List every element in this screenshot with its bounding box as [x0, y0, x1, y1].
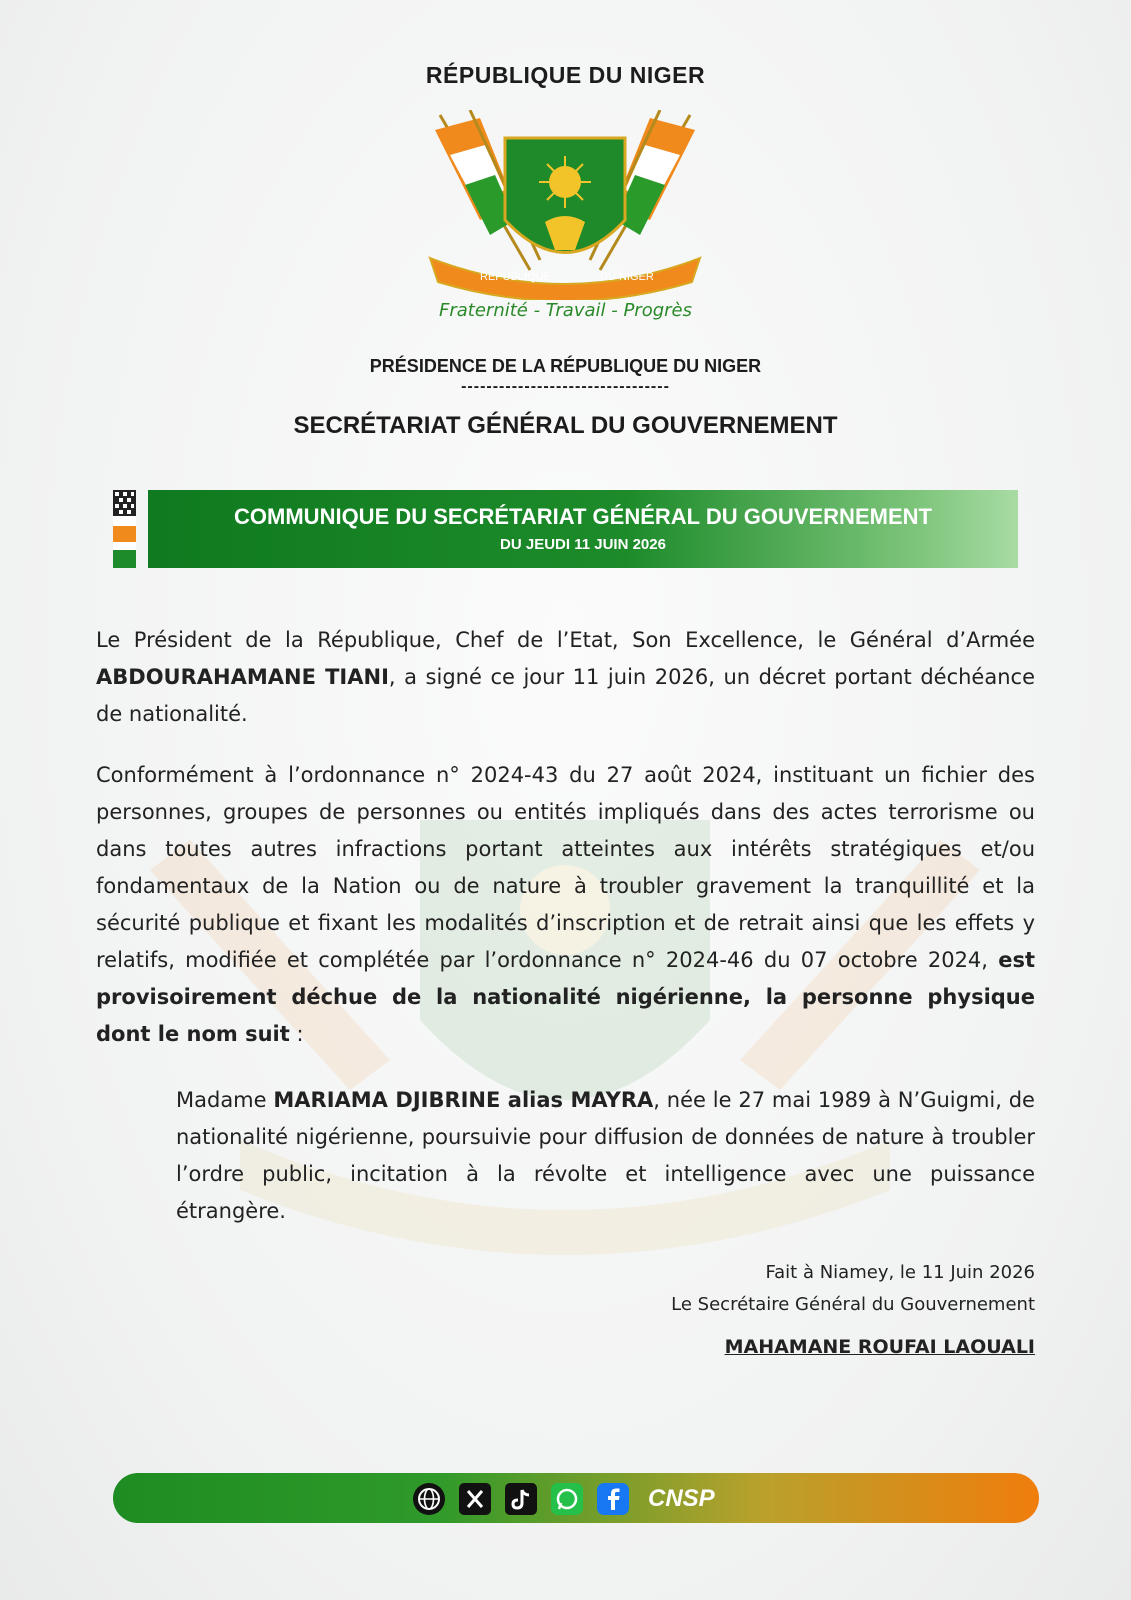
paragraph-3-text-a: Madame — [176, 1088, 274, 1112]
social-icons — [412, 1482, 715, 1516]
paragraph-2-text-a: Conformément à l’ordonnance n° 2024-43 du 27 août 2024, instituant un fichier des personnes, groupes de personnes ou entités impliqués dans des actes terrorisme ou dans toutes autres infractions portant atteintes aux intérêts stratégiques et/ou fondamentaux de la Nation ou de nature à troubler gravement la tranquillité et la sécurité publique et fixant les modalités d’inscription et de retrait ainsi que les effets y relatifs, modifiée et complétée par l’ordonnance n° 2024-46 du 07 octobre 2024, — [96, 763, 1035, 972]
flag-pattern-icon — [113, 490, 136, 568]
paragraph-1-text-a: Le Président de la République, Chef de l’Etat, Son Excellence, le Général d’Armée — [96, 628, 1035, 652]
whatsapp-icon[interactable] — [550, 1482, 584, 1516]
paragraph-1-text-b: , a signé ce jour 11 juin 2026, un décret portant déchéance de nationalité. — [96, 665, 1035, 726]
globe-icon[interactable] — [412, 1482, 446, 1516]
communique-title: COMMUNIQUE DU SECRÉTARIAT GÉNÉRAL DU GOUVERNEMENT — [234, 504, 932, 529]
paragraph-2 — [96, 757, 1035, 1053]
x-icon[interactable] — [458, 1482, 492, 1516]
tiktok-icon[interactable] — [504, 1482, 538, 1516]
paragraph-1 — [96, 622, 1035, 733]
signature-title: Le Secrétaire Général du Gouvernement — [671, 1294, 1035, 1315]
country-title: RÉPUBLIQUE DU NIGER — [425, 62, 706, 88]
secretariat-title: SECRÉTARIAT GÉNÉRAL DU GOUVERNEMENT — [293, 412, 838, 439]
president-name: ABDOURAHAMANE TIANI — [96, 665, 389, 689]
presidence-title: PRÉSIDENCE DE LA RÉPUBLIQUE DU NIGER — [369, 356, 762, 376]
signature-name: MAHAMANE ROUFAI LAOUALI — [724, 1336, 1035, 1358]
footer-brand: CNSP — [648, 1485, 715, 1512]
paragraph-2-text-b: : — [289, 1022, 304, 1046]
ribbon-right-text: DU NIGER — [600, 271, 654, 283]
communique-banner — [148, 490, 1018, 568]
person-name: MARIAMA DJIBRINE alias MAYRA — [273, 1088, 654, 1112]
separator-line: --------------------------------- — [461, 378, 670, 395]
facebook-icon[interactable] — [596, 1482, 630, 1516]
signature-place-date: Fait à Niamey, le 11 Juin 2026 — [765, 1262, 1035, 1283]
coat-of-arms-icon — [420, 110, 710, 300]
paragraph-3-text-b: , née le 27 mai 1989 à N’Guigmi, de nationalité nigérienne, poursuivie pour diffusion de données de nature à troubler l’ordre public, incitation à la révolte et intelligence avec une puissance étrangère. — [176, 1088, 1035, 1223]
motto: Fraternité - Travail - Progrès — [439, 300, 692, 321]
communique-date: DU JEUDI 11 JUIN 2026 — [500, 536, 666, 553]
ribbon-left-text: REPUBLIQUE — [480, 271, 551, 283]
paragraph-3 — [176, 1082, 1035, 1230]
paragraph-2-bold: est provisoirement déchue de la nationalité nigérienne, la personne physique dont le nom suit — [96, 948, 1035, 1046]
